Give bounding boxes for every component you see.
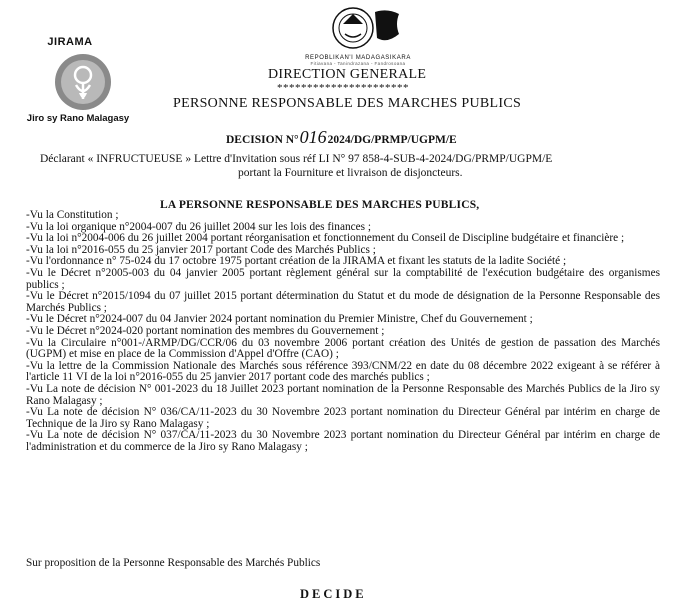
jirama-title: JIRAMA — [47, 36, 93, 48]
visas-list — [26, 210, 660, 453]
madagascar-seal-icon — [283, 4, 433, 52]
authority-heading: LA PERSONNE RESPONSABLE DES MARCHES PUBLICS, — [160, 199, 480, 211]
visa-item: -Vu l'ordonnance n° 75-024 du 17 octobre 1975 portant création de la JIRAMA et fixant les statuts de la ladite Société ; — [26, 255, 567, 268]
visa-item: -Vu le Décret n°2005-003 du 04 janvier 2005 portant règlement général sur la comptabilité de l'exécution budgétaire des organismes publics ; — [26, 266, 660, 291]
visa-item: -Vu la loi organique n°2004-007 du 26 juillet 2004 sur les lois des finances ; — [26, 220, 371, 233]
decision-suffix: 2024/DG/PRMP/UGPM/E — [327, 134, 457, 146]
visa-item: -Vu la lettre de la Commission Nationale des Marchés sous référence 393/CNM/22 en date du 08 décembre 2022 exigeant à se référer à l'article 11 VI de la loi n°2016-055 du 25 janvier 2017 portant code des marchés publics ; — [26, 359, 660, 384]
republic-seal-block — [283, 4, 433, 66]
direction-generale-heading: DIRECTION GENERALE — [268, 67, 427, 82]
seal-caption: REPOBLIKAN'I MADAGASIKARA — [305, 55, 411, 61]
declarant-line-2: portant la Fourniture et livraison de disjoncteurs. — [238, 167, 463, 179]
decision-reference — [226, 127, 457, 148]
visa-item: -Vu la loi n°2004-006 du 26 juillet 2004 portant réorganisation et fonctionnement du Conseil de Discipline budgétaire et financière ; — [26, 232, 625, 245]
seal-motto: Fitiavana - Tanindrazana - Fandrosoana — [310, 61, 406, 66]
visa-item: -Vu La note de décision N° 001-2023 du 18 Juillet 2023 portant nomination de la Personne Responsable des Marchés Publics de la Jiro sy Rano Malagasy ; — [26, 382, 660, 407]
proposition-line: Sur proposition de la Personne Responsable des Marchés Publics — [26, 557, 321, 569]
jirama-logo-block — [28, 36, 138, 124]
visa-item: -Vu la Circulaire n°001-/ARMP/DG/CCR/06 du 03 novembre 2006 portant création des Unités de gestion de passation des Marchés (UGPM) et mise en place de la Commission d'Appel d'Offre (CAO) ; — [26, 336, 660, 361]
declarant-paragraph — [40, 152, 660, 180]
declarant-line-1: Déclarant « INFRUCTUEUSE » Lettre d'Invitation sous réf LI N° 97 858-4-SUB-4-2024/DG/PRMP/UGPM/E — [40, 153, 553, 165]
decide-heading: DECIDE — [300, 587, 367, 601]
visa-item: -Vu le Décret n°2024-020 portant nomination des membres du Gouvernement ; — [26, 324, 385, 337]
decision-prefix: DECISION N° — [226, 134, 299, 146]
decision-number: 016 — [299, 127, 327, 147]
visa-item: -Vu le Décret n°2015/1094 du 07 juillet 2015 portant détermination du Statut et du mode de désignation de la Personne Responsable des Marchés Publics ; — [26, 290, 660, 314]
visa-item: -Vu La note de décision N° 037/CA/11-2023 du 30 Novembre 2023 portant nomination du Directeur Général par intérim en charge de l'administration et du commerce de la Jiro sy Rano Malagasy ; — [26, 429, 660, 453]
stars-separator: ********************** — [277, 82, 409, 94]
jirama-logo-icon — [54, 53, 112, 111]
visa-item: -Vu la Constitution ; — [26, 209, 119, 221]
jirama-subtitle: Jiro sy Rano Malagasy — [26, 113, 130, 124]
prmp-heading: PERSONNE RESPONSABLE DES MARCHES PUBLICS — [173, 96, 522, 111]
visa-item: -Vu La note de décision N° 036/CA/11-2023 du 30 Novembre 2023 portant nomination du Directeur Général par intérim en charge de Technique de la Jiro sy Rano Malagasy ; — [26, 406, 660, 430]
visa-item: -Vu la loi n°2016-055 du 25 janvier 2017 portant Code des Marchés Publics ; — [26, 243, 376, 256]
visa-item: -Vu le Décret n°2024-007 du 04 Janvier 2024 portant nomination du Premier Ministre, Chef du Gouvernement ; — [26, 313, 533, 326]
